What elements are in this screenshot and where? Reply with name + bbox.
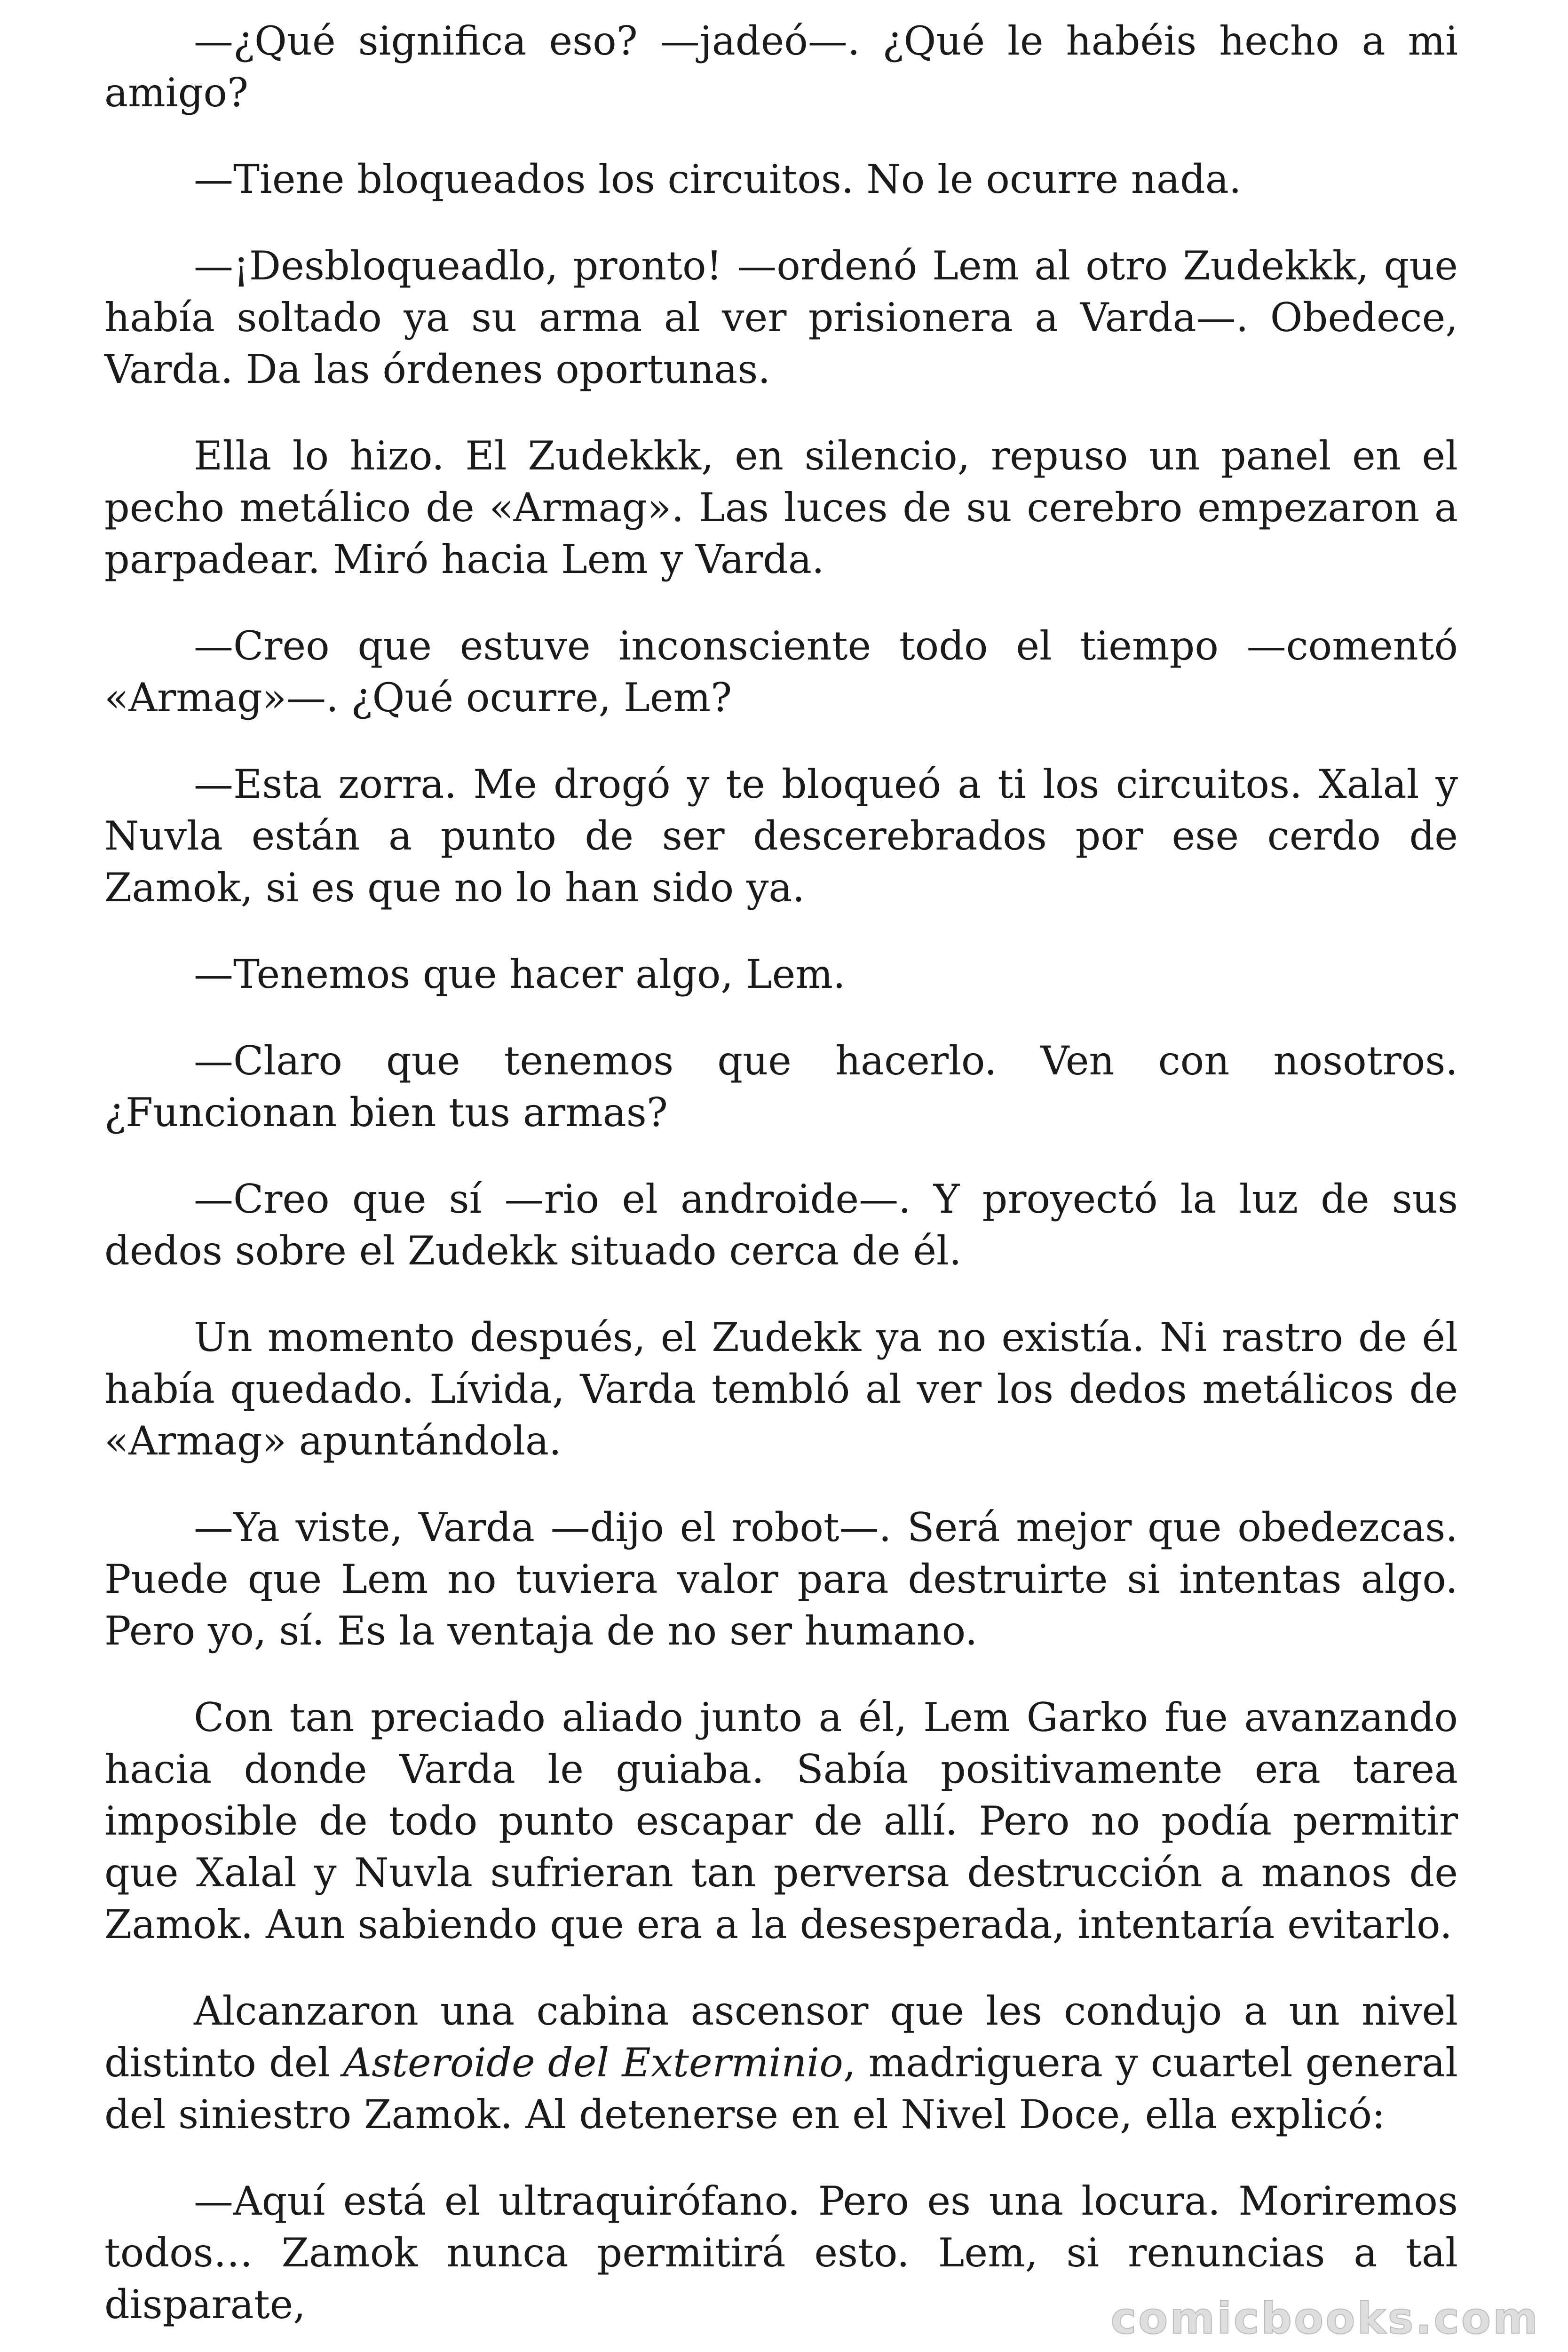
paragraph: —Tiene bloqueados los circuitos. No le ocurre nada. [194,156,1242,202]
paragraph: —Aquí está el ultraquirófano. Pero es una locura. Moriremos todos… Zamok nunca permitirá esto. Lem, si renuncias a tal disparate, [104,2178,1458,2328]
paragraph: —¿Qué significa eso? —jadeó—. ¿Qué le habéis hecho a mi amigo? [104,18,1458,116]
paragraph-text: , madriguera y cuartel general del siniestro Zamok. Al detenerse en el Nivel Doce, ella explicó: [104,2040,1458,2137]
text-column [104,15,1458,2330]
book-title-italic: Asteroide del Exterminio [343,2040,843,2086]
paragraph [104,1985,1458,2140]
paragraph-text: Alcanzaron una cabina ascensor que les condujo a un nivel distinto del [104,1988,1458,2086]
paragraph: —Creo que estuve inconsciente todo el tiempo —comentó «Armag»—. ¿Qué ocurre, Lem? [104,623,1458,721]
paragraph: —Creo que sí —rio el androide—. Y proyectó la luz de sus dedos sobre el Zudekk situado cerca de él. [104,1176,1458,1274]
paragraph: —Tenemos que hacer algo, Lem. [194,951,846,997]
paragraph: Con tan preciado aliado junto a él, Lem Garko fue avanzando hacia donde Varda le guiaba. Sabía positivamente era tarea imposible de todo punto escapar de allí. Pero no podía permitir que Xalal y Nuvla sufrieran tan perversa destrucción a manos de Zamok. Aun sabiendo que era a la desesperada, intentaría evitarlo. [104,1694,1458,1947]
watermark: comicbooks.com [1110,2293,1540,2344]
paragraph: —¡Desbloqueadlo, pronto! —ordenó Lem al otro Zudekkk, que había soltado ya su arma al ver prisionera a Varda—. Obedece, Varda. Da las órdenes oportunas. [104,243,1458,392]
paragraph: —Esta zorra. Me drogó y te bloqueó a ti los circuitos. Xalal y Nuvla están a punto de ser descerebrados por ese cerdo de Zamok, si es que no lo han sido ya. [104,761,1458,911]
paragraph: Un momento después, el Zudekk ya no existía. Ni rastro de él había quedado. Lívida, Varda tembló al ver los dedos metálicos de «Armag» apuntándola. [104,1314,1458,1464]
paragraph: —Claro que tenemos que hacerlo. Ven con nosotros. ¿Funcionan bien tus armas? [104,1038,1458,1136]
paragraph: Ella lo hizo. El Zudekkk, en silencio, repuso un panel en el pecho metálico de «Armag». Las luces de su cerebro empezaron a parpadear. Miró hacia Lem y Varda. [104,433,1458,582]
paragraph: —Ya viste, Varda —dijo el robot—. Será mejor que obedezcas. Puede que Lem no tuviera valor para destruirte si intentas algo. Pero yo, sí. Es la ventaja de no ser humano. [104,1504,1458,1654]
